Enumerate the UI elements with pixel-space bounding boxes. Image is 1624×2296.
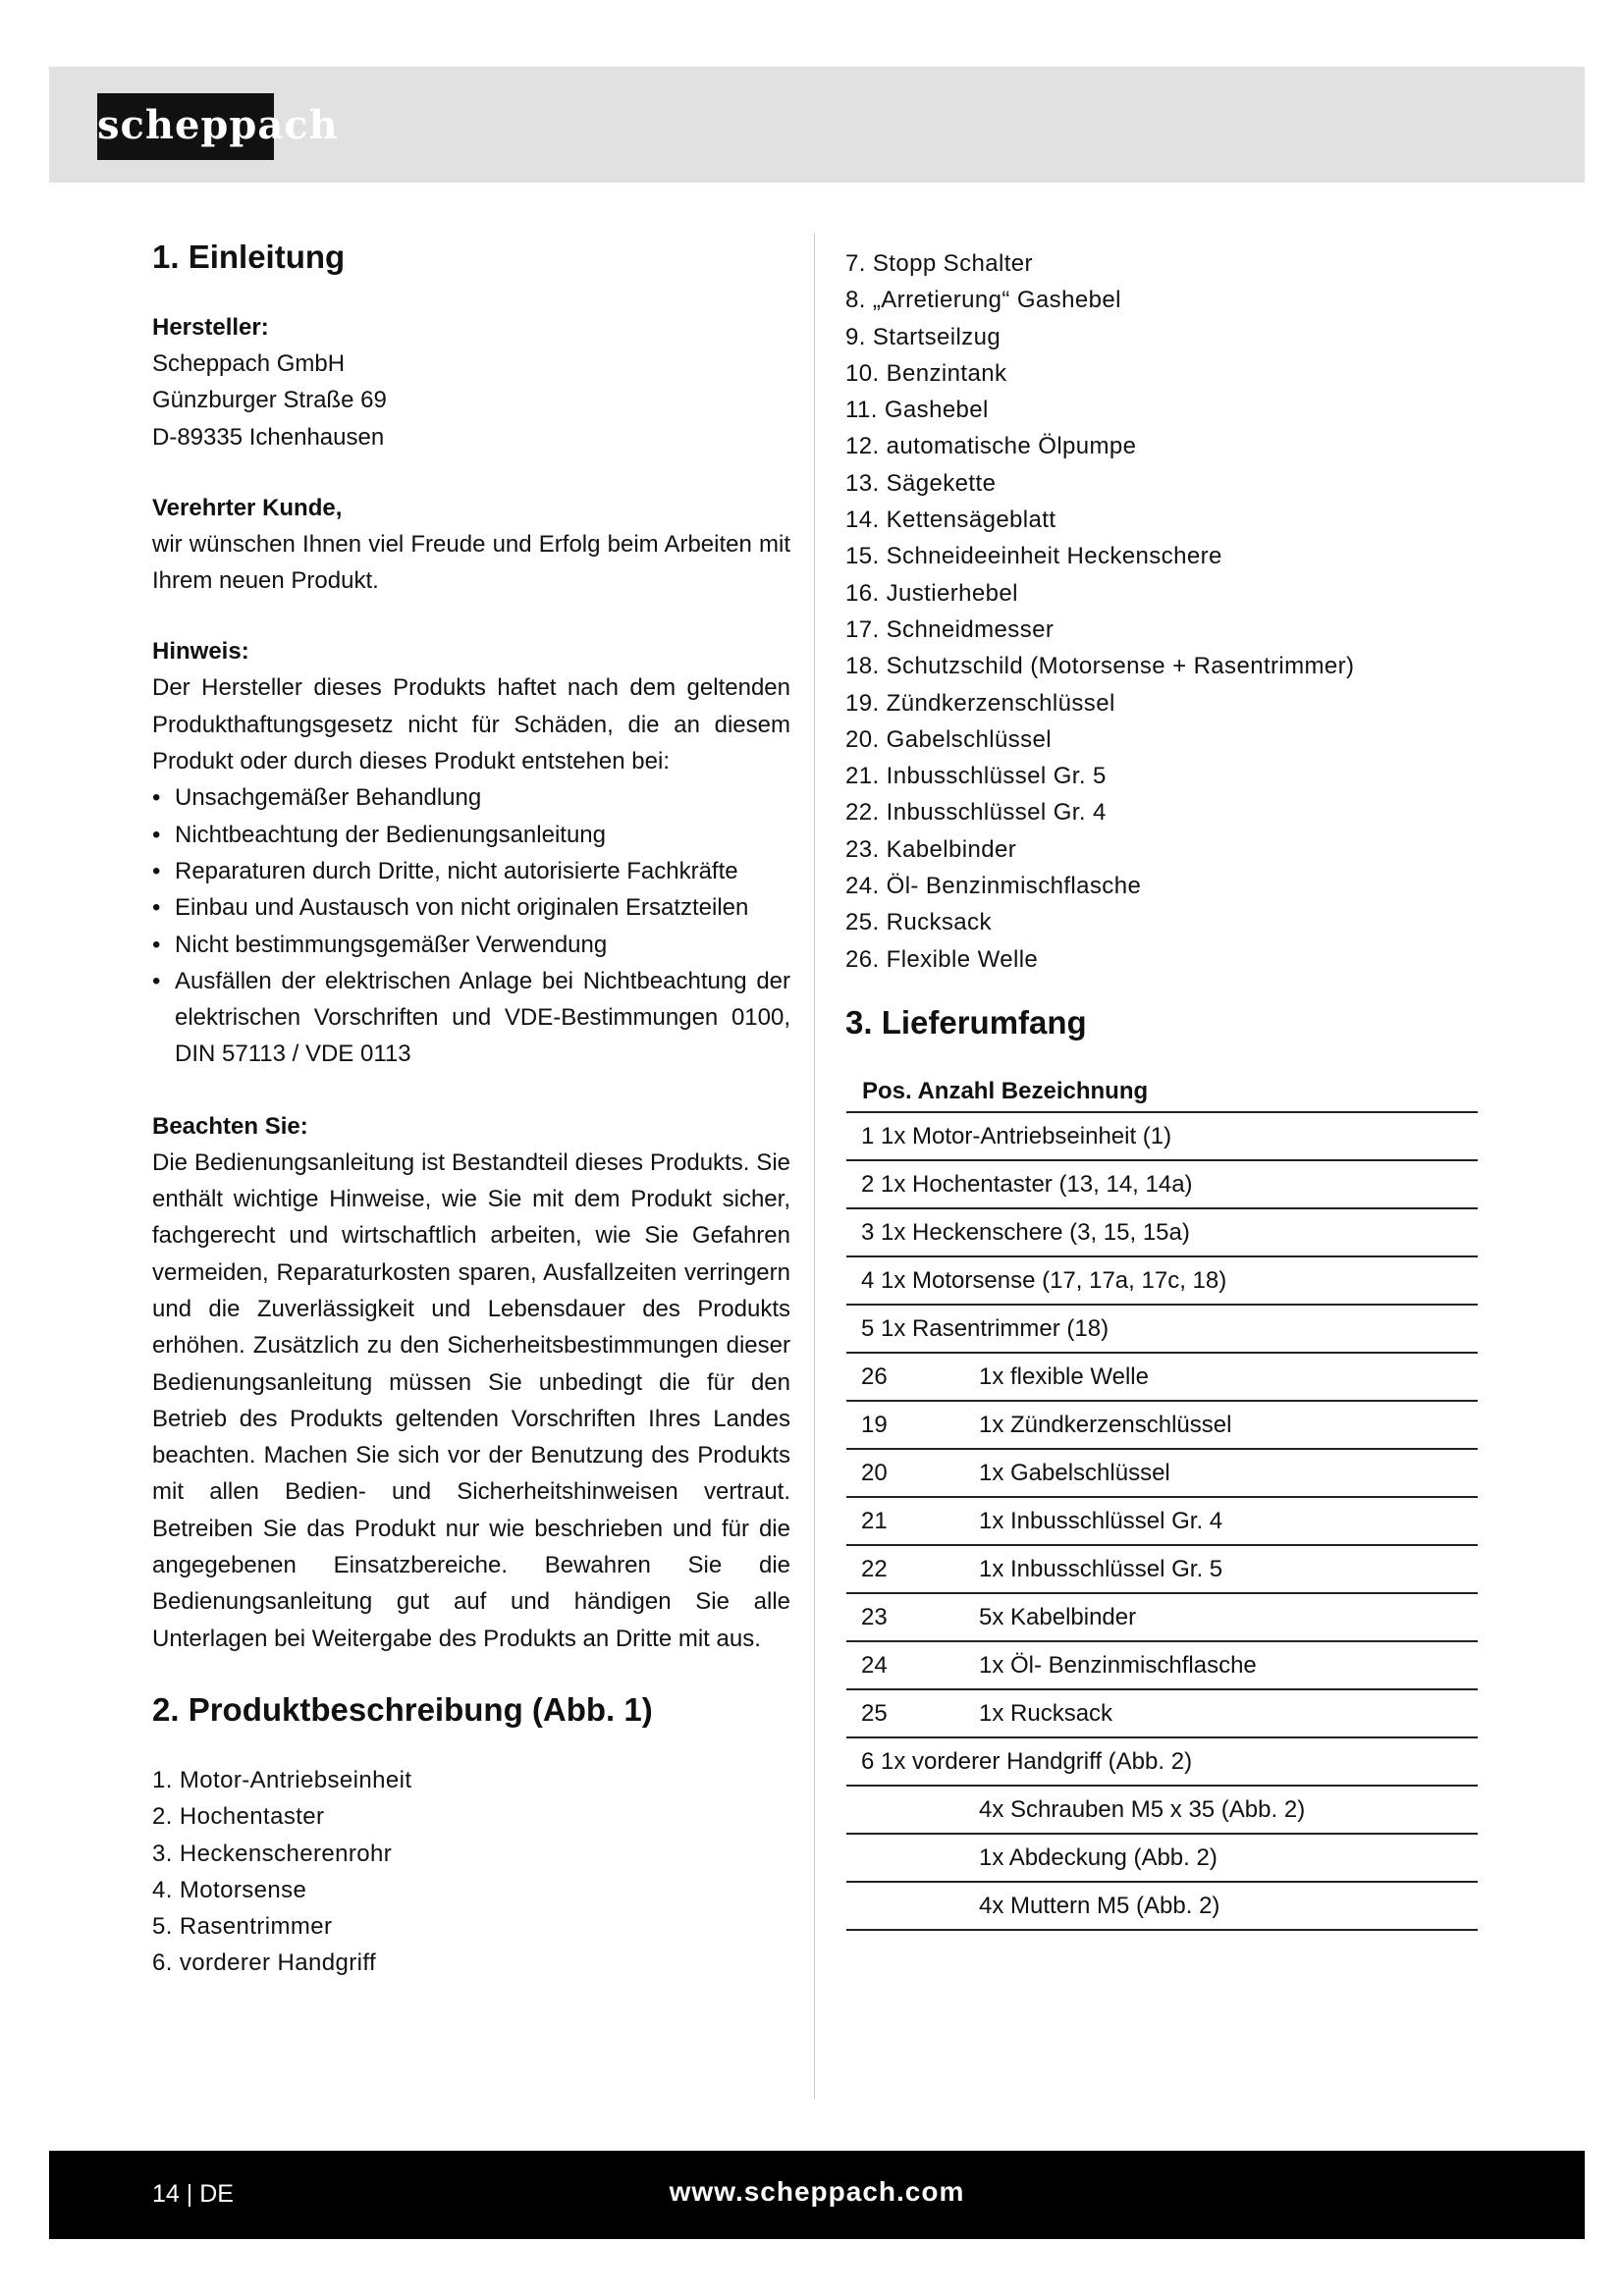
table-header: Pos. Anzahl Bezeichnung <box>846 1072 1478 1113</box>
list-item: 21. Inbusschlüssel Gr. 5 <box>845 763 1107 790</box>
section-2-title: 2. Produktbeschreibung (Abb. 1) <box>152 1690 653 1728</box>
list-item: 7. Stopp Schalter <box>845 250 1033 277</box>
right-column <box>845 236 1493 1931</box>
list-item: • Nicht bestimmungsgemäßer Verwendung <box>152 927 790 963</box>
list-item: 12. automatische Ölpumpe <box>845 433 1137 460</box>
customer-label: Verehrter Kunde, <box>152 494 343 521</box>
list-item: 18. Schutzschild (Motorsense + Rasentrimmer) <box>845 653 1355 680</box>
list-item: 20. Gabelschlüssel <box>845 725 1052 753</box>
list-item: • Unsachgemäßer Behandlung <box>152 779 790 816</box>
table-row: 26 1x flexible Welle <box>846 1354 1478 1402</box>
list-item: 6. vorderer Handgriff <box>152 1949 377 1977</box>
table-row: 6 1x vorderer Handgriff (Abb. 2) <box>846 1738 1478 1787</box>
list-item: 3. Heckenscherenrohr <box>152 1840 393 1867</box>
attention-text: Die Bedienungsanleitung ist Bestandteil dieses Produkts. Sie enthält wichtige Hinweise, wie Sie mit dem Produkt sicher, fachgerecht und wirtschaftlich arbeiten, wie Sie Gefahren vermeiden, Reparaturkosten sparen, Ausfallzeiten verringern und die Zuverlässigkeit und Lebensdauer des Produkts erhöhen. Zusätzlich zu den Sicherheitsbestimmungen dieser Bedienungsanleitung müssen Sie unbedingt die für den Betrieb des Produkts geltenden Vorschriften Ihres Landes beachten. Machen Sie sich vor der Benutzung des Produkts mit allen Bedien- und Sicherheitshinweisen vertraut. Betreiben Sie das Produkt nur wie beschrieben und für die angegebenen Einsatzbereiche. Bewahren Sie die Bedienungsanleitung gut auf und händigen Sie alle Unterlagen bei Weitergabe des Produkts an Dritte mit aus. <box>152 1148 790 1652</box>
note-label: Hinweis: <box>152 638 249 666</box>
table-row: 23 5x Kabelbinder <box>846 1594 1478 1642</box>
list-item: 22. Inbusschlüssel Gr. 4 <box>845 799 1107 827</box>
manufacturer-line: Günzburger Straße 69 <box>152 387 387 414</box>
list-item: 15. Schneideeinheit Heckenschere <box>845 543 1222 570</box>
page-header <box>49 67 1585 183</box>
list-item: 14. Kettensägeblatt <box>845 507 1056 534</box>
website-link[interactable]: www.scheppach.com <box>669 2176 965 2207</box>
list-item: 26. Flexible Welle <box>845 945 1039 973</box>
list-item: 13. Sägekette <box>845 469 997 497</box>
column-divider <box>814 234 815 2099</box>
table-row: 1 1x Motor-Antriebseinheit (1) <box>846 1113 1478 1161</box>
list-item: 9. Startseilzug <box>845 323 1001 350</box>
parts-list-a <box>152 1762 790 1982</box>
table-row: 4x Muttern M5 (Abb. 2) <box>846 1883 1478 1931</box>
list-item: 8. „Arretierung“ Gashebel <box>845 287 1121 314</box>
table-row: 2 1x Hochentaster (13, 14, 14a) <box>846 1161 1478 1209</box>
page-number: 14 | DE <box>152 2180 234 2208</box>
list-item: • Reparaturen durch Dritte, nicht autorisierte Fachkräfte <box>152 853 790 889</box>
table-row: 21 1x Inbusschlüssel Gr. 4 <box>846 1498 1478 1546</box>
table-row: 19 1x Zündkerzenschlüssel <box>846 1402 1478 1450</box>
note-bullet-list <box>152 779 790 1072</box>
table-row: 4x Schrauben M5 x 35 (Abb. 2) <box>846 1787 1478 1835</box>
left-column <box>152 236 790 1982</box>
table-row: 1x Abdeckung (Abb. 2) <box>846 1835 1478 1883</box>
delivery-table <box>846 1072 1478 1931</box>
page-footer <box>49 2151 1585 2239</box>
table-row: 25 1x Rucksack <box>846 1690 1478 1738</box>
section-1-title: 1. Einleitung <box>152 239 346 275</box>
section-3-title: 3. Lieferumfang <box>845 1003 1087 1041</box>
table-row: 24 1x Öl- Benzinmischflasche <box>846 1642 1478 1690</box>
manufacturer-line: D-89335 Ichenhausen <box>152 423 385 451</box>
brand-logo: scheppach <box>97 93 274 160</box>
table-row: 22 1x Inbusschlüssel Gr. 5 <box>846 1546 1478 1594</box>
list-item: 25. Rucksack <box>845 909 992 936</box>
list-item: 11. Gashebel <box>845 397 989 424</box>
list-item: 2. Hochentaster <box>152 1803 325 1831</box>
list-item: 19. Zündkerzenschlüssel <box>845 689 1115 717</box>
list-item: 17. Schneidmesser <box>845 615 1055 643</box>
table-row: 3 1x Heckenschere (3, 15, 15a) <box>846 1209 1478 1257</box>
list-item: • Ausfällen der elektrischen Anlage bei Nichtbeachtung der elektrischen Vorschriften und VDE-Bestimmungen 0100, DIN 57113 / VDE 0113 <box>152 963 790 1073</box>
attention-label: Beachten Sie: <box>152 1112 308 1140</box>
note-text: Der Hersteller dieses Produkts haftet nach dem geltenden Produkthaftungsgesetz nicht für Schäden, die an diesem Produkt oder durch dieses Produkt entstehen bei: <box>152 674 790 775</box>
list-item: 23. Kabelbinder <box>845 835 1017 863</box>
manufacturer-line: Scheppach GmbH <box>152 350 346 377</box>
list-item: 16. Justierhebel <box>845 579 1018 607</box>
list-item: • Einbau und Austausch von nicht originalen Ersatzteilen <box>152 889 790 926</box>
list-item: • Nichtbeachtung der Bedienungsanleitung <box>152 817 790 853</box>
list-item: 10. Benzintank <box>845 359 1007 387</box>
list-item: 5. Rasentrimmer <box>152 1913 333 1941</box>
table-row: 4 1x Motorsense (17, 17a, 17c, 18) <box>846 1257 1478 1306</box>
customer-text: wir wünschen Ihnen viel Freude und Erfolg beim Arbeiten mit Ihrem neuen Produkt. <box>152 530 790 595</box>
manufacturer-label: Hersteller: <box>152 314 269 341</box>
list-item: 1. Motor-Antriebseinheit <box>152 1766 412 1793</box>
table-row: 5 1x Rasentrimmer (18) <box>846 1306 1478 1354</box>
table-row: 20 1x Gabelschlüssel <box>846 1450 1478 1498</box>
list-item: 4. Motorsense <box>152 1876 307 1903</box>
parts-list-b <box>845 245 1493 978</box>
list-item: 24. Öl- Benzinmischflasche <box>845 873 1142 900</box>
